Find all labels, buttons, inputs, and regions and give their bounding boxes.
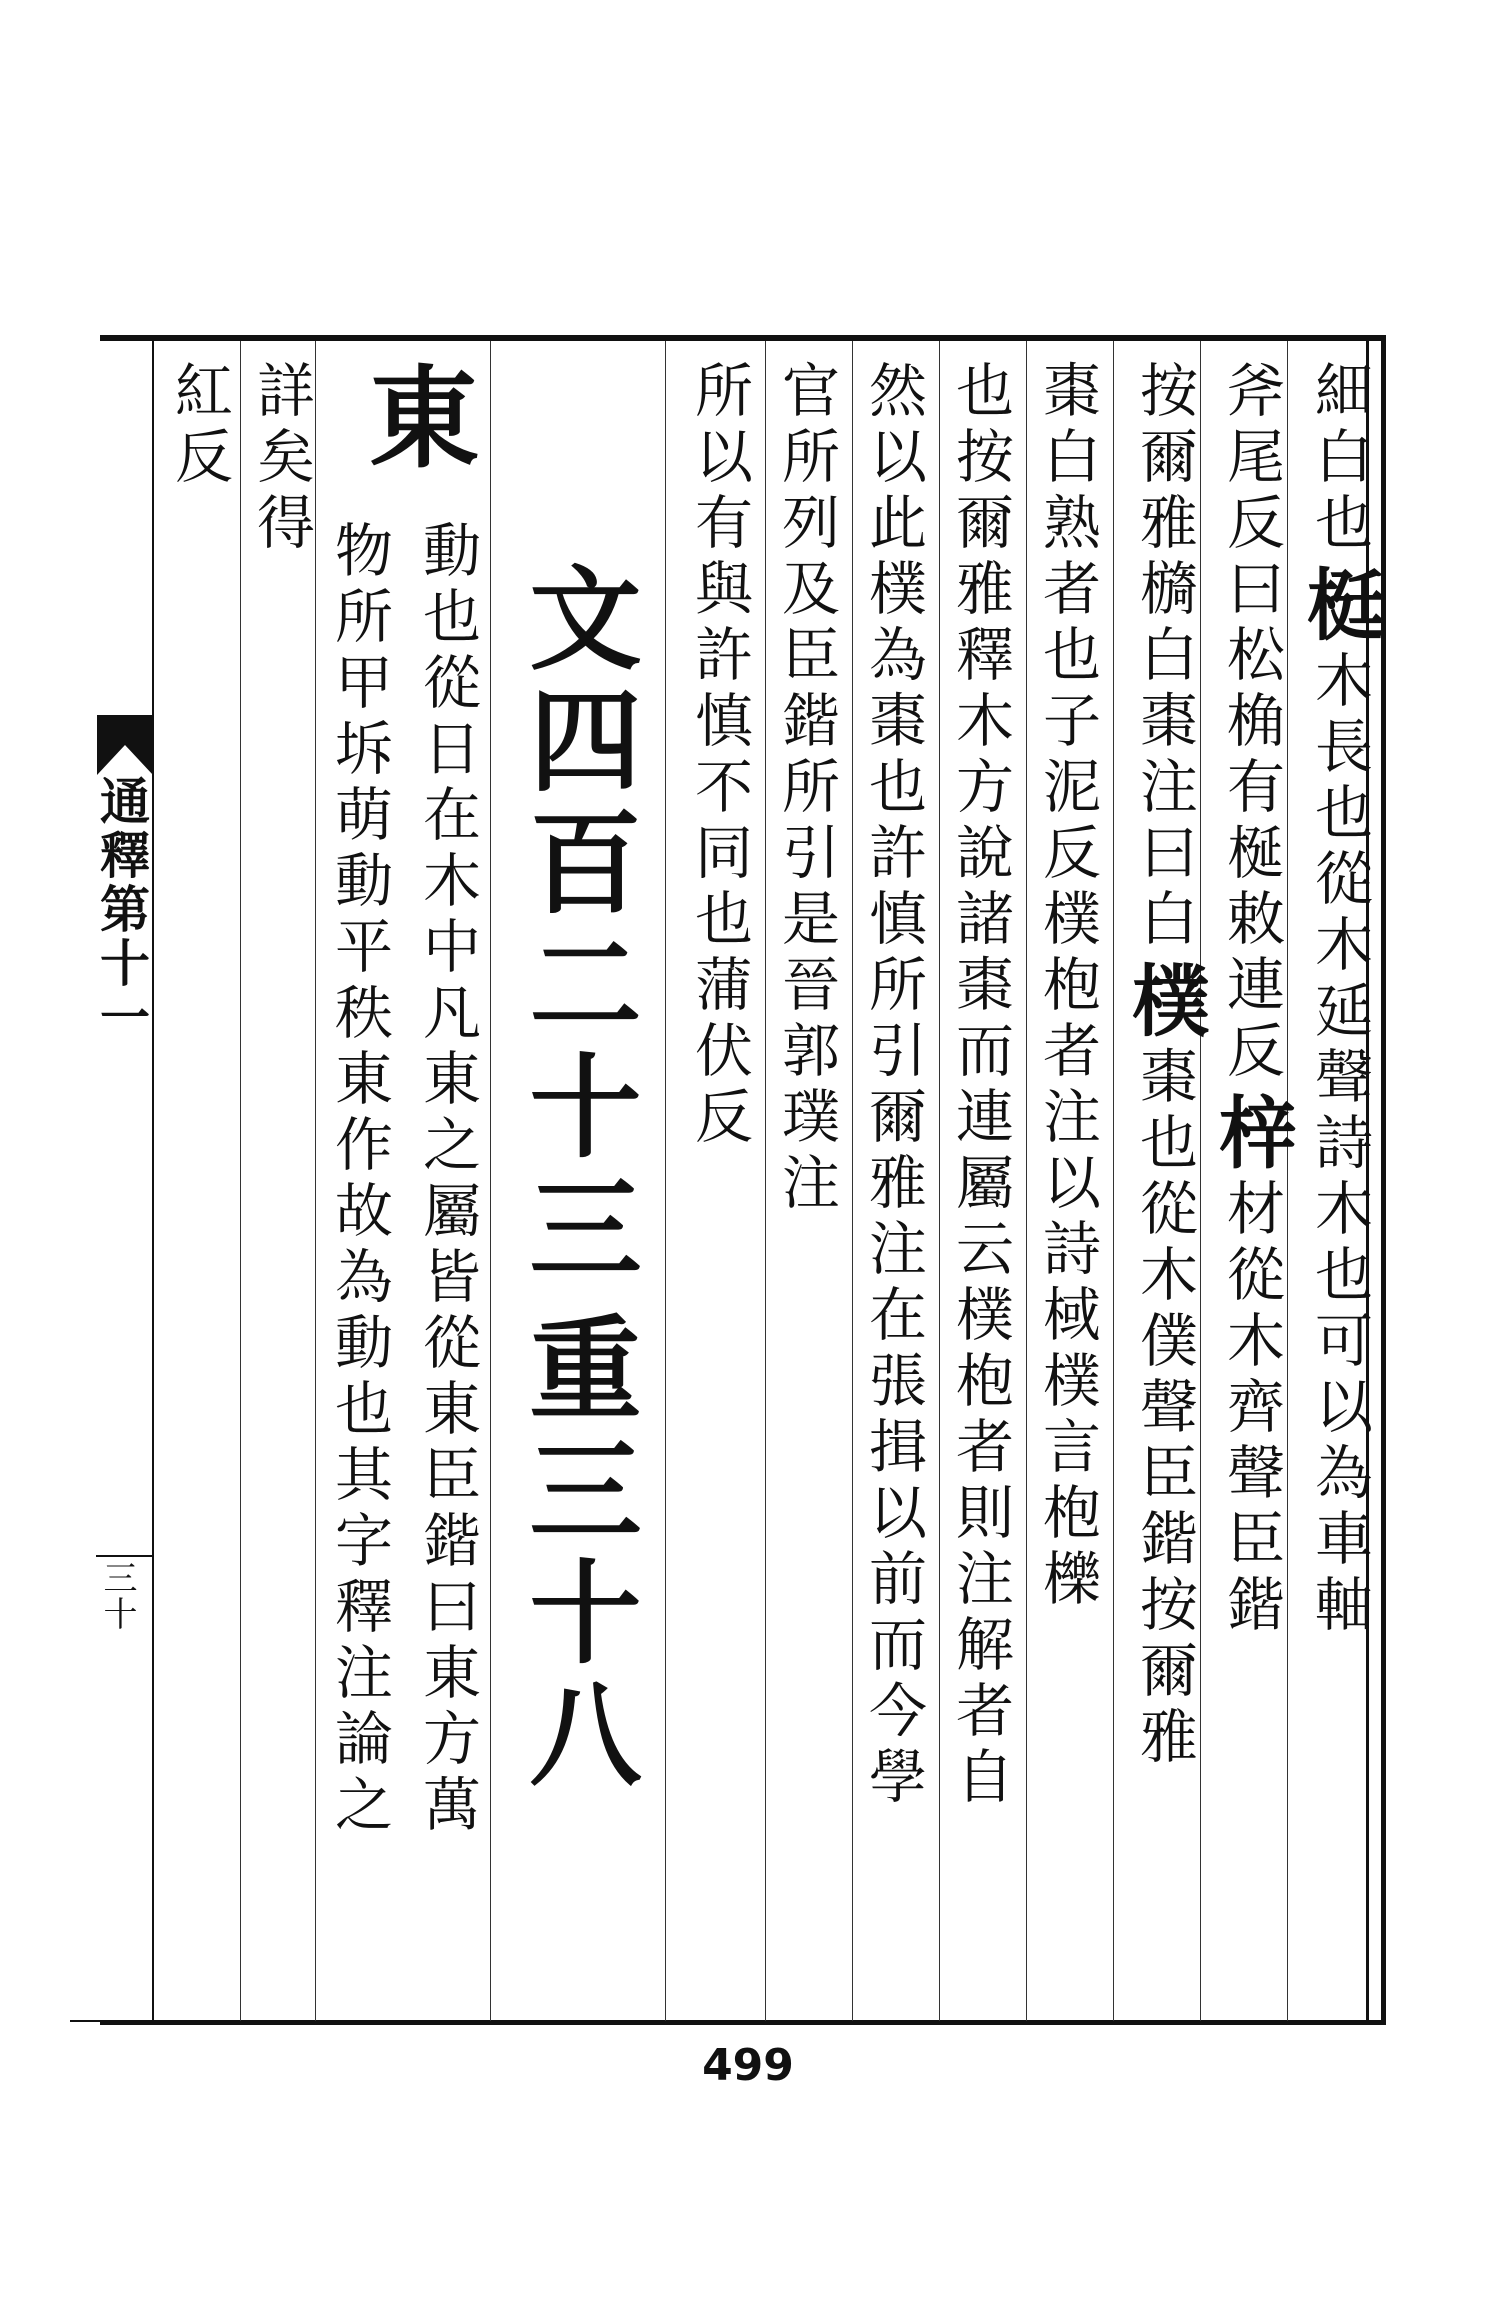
text-column-5: 也按爾雅釋木方說諸棗而連屬云樸枹者則注解者自 [946,360,1014,1812]
text-column-7: 官所列及臣鍇所引是晉郭璞注 [772,360,840,1218]
text-column-1: 細白也梃木長也從木延聲詩木也可以為車軸 [1294,360,1385,1640]
text-column-tail-b: 紅反 [165,360,233,492]
column-rule [490,341,491,2021]
column-rule [765,341,766,2021]
side-leaf-rule [96,1555,152,1557]
side-title: 通釋第十一 [92,775,151,1045]
column-rule [315,341,316,2021]
seal-character: 梃 [1294,564,1385,644]
page-number: 499 [702,2040,794,2091]
fishtail-mark-icon [95,715,155,775]
column-rule [1026,341,1027,2021]
gutter-rule [152,341,154,2021]
character-count: 文四百二十三 [511,560,642,1292]
text-column-6: 然以此樸為棗也許慎所引爾雅注在張揖以前而今學 [859,360,927,1812]
text-column-8: 所以有與許慎不同也蒲伏反 [685,360,753,1152]
side-leaf-number: 三十 [97,1560,137,1632]
frame-corner-tick [70,2020,100,2022]
seal-character: 樸 [1119,960,1210,1040]
seal-character-dong: 東 [351,360,480,470]
text-column-tail-a: 詳矣得 [247,360,315,558]
column-rule [1113,341,1114,2021]
column-rule [852,341,853,2021]
column-rule [665,341,666,2021]
column-rule [939,341,940,2021]
text-column-4: 棗白熟者也子泥反樸枹者注以詩棫樸言枹櫟 [1033,360,1101,1614]
seal-character: 梓 [1206,1092,1297,1172]
text-column-2: 斧尾反曰松桷有梴敕連反梓材從木齊聲臣鍇 [1206,360,1297,1640]
column-rule [240,341,241,2021]
duplicate-count: 重三十八 [511,1310,642,1798]
text-column-3: 按爾雅檹白棗注曰白樸棗也從木僕聲臣鍇按爾雅 [1119,360,1210,1772]
dong-entry-line-1: 動也從日在木中凡東之屬皆從東臣鍇曰東方萬 [413,520,481,1840]
dong-entry-line-2: 物所甲坼萌動平秩東作故為動也其字釋注論之 [325,520,393,1840]
